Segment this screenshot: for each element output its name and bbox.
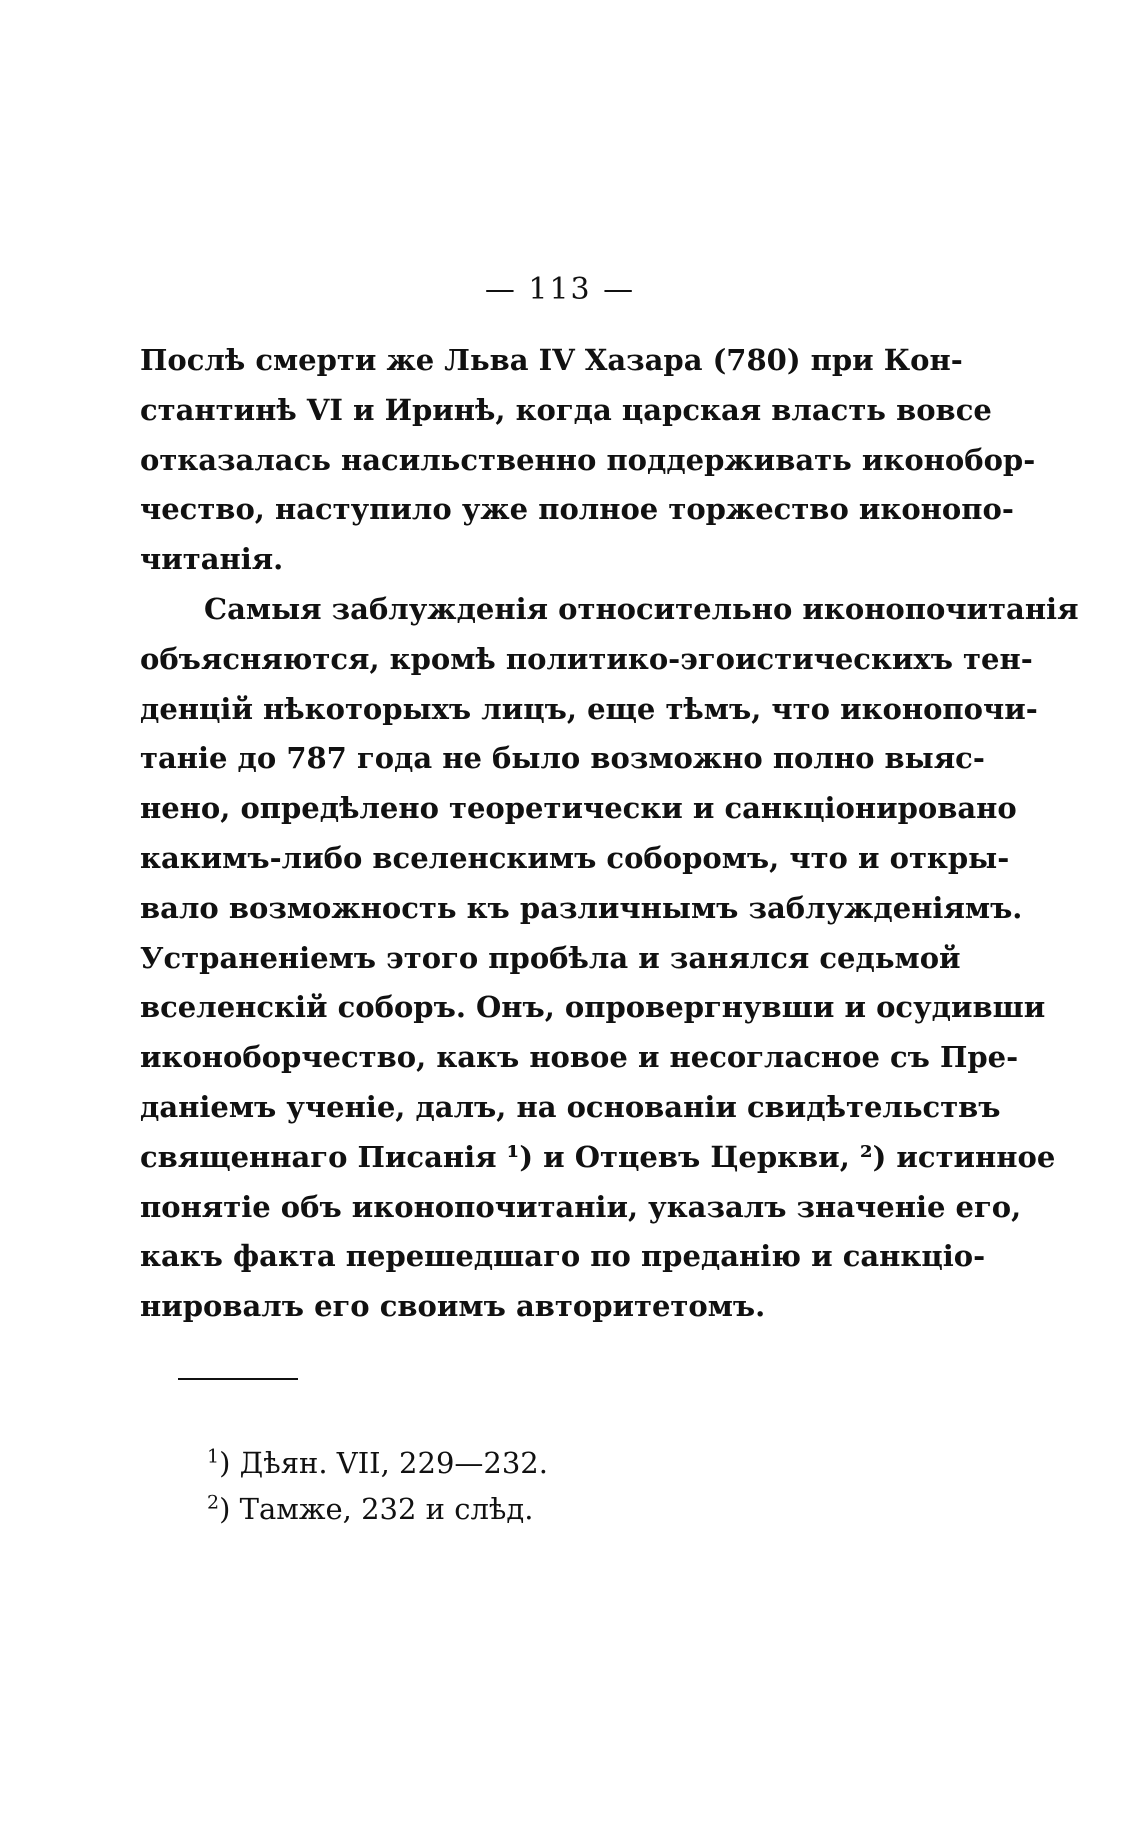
text-line: иконоборчество, какъ новое и несогласное съ Пре- — [140, 1040, 1019, 1075]
text-line: понятіе объ иконопочитаніи, указалъ значеніе его, — [140, 1189, 1022, 1224]
text-line: даніемъ ученіе, далъ, на основаніи свидѣтельствъ — [140, 1089, 1001, 1124]
footnote-2 — [207, 1486, 707, 1532]
text-line: нировалъ его своимъ авторитетомъ. — [140, 1289, 766, 1324]
text-line: объясняются, кромѣ политико-эгоистическихъ тен- — [140, 641, 1033, 676]
body-text — [140, 336, 1079, 1332]
text-line: читанія. — [140, 542, 284, 577]
text-line: денцій нѣкоторыхъ лицъ, еще тѣмъ, что иконопочи- — [140, 691, 1038, 726]
text-line: Послѣ смерти же Льва IV Хазара (780) при Кон- — [140, 343, 963, 377]
footnote-1 — [207, 1440, 707, 1486]
text-line: Устраненіемъ этого пробѣла и занялся седьмой — [140, 940, 961, 975]
text-line: вселенскій соборъ. Онъ, опровергнувши и осудивши — [140, 990, 1046, 1025]
text-line: вало возможность къ различнымъ заблужденіямъ. — [140, 890, 1023, 925]
footnotes — [207, 1440, 707, 1532]
text-line: какъ факта перешедшаго по преданію и санкціо- — [140, 1239, 986, 1274]
page-number: — 113 — — [484, 272, 636, 307]
text-line: таніе до 787 года не было возможно полно выяс- — [140, 741, 985, 776]
text-line: чество, наступило уже полное торжество иконопо- — [140, 492, 1014, 527]
footnote-separator — [178, 1378, 298, 1380]
text-line: Самыя заблужденія относительно иконопочитанія — [204, 591, 1079, 626]
text-line: отказалась насильственно поддерживать иконобор- — [140, 442, 1036, 477]
text-line: стантинѣ VI и Иринѣ, когда царская власть вовсе — [140, 392, 992, 427]
text-line: какимъ-либо вселенскимъ соборомъ, что и откры- — [140, 840, 1010, 875]
footnote-text: ) Тамже, 232 и слѣд. — [219, 1492, 534, 1526]
text-line: священнаго Писанія ¹) и Отцевъ Церкви, ²) истинное — [140, 1139, 1056, 1174]
footnote-mark: 1 — [207, 1445, 220, 1468]
text-line: нено, опредѣлено теоретически и санкціонировано — [140, 791, 1017, 826]
footnote-text: ) Дѣян. VII, 229—232. — [219, 1446, 548, 1480]
footnote-mark: 2 — [207, 1491, 220, 1514]
